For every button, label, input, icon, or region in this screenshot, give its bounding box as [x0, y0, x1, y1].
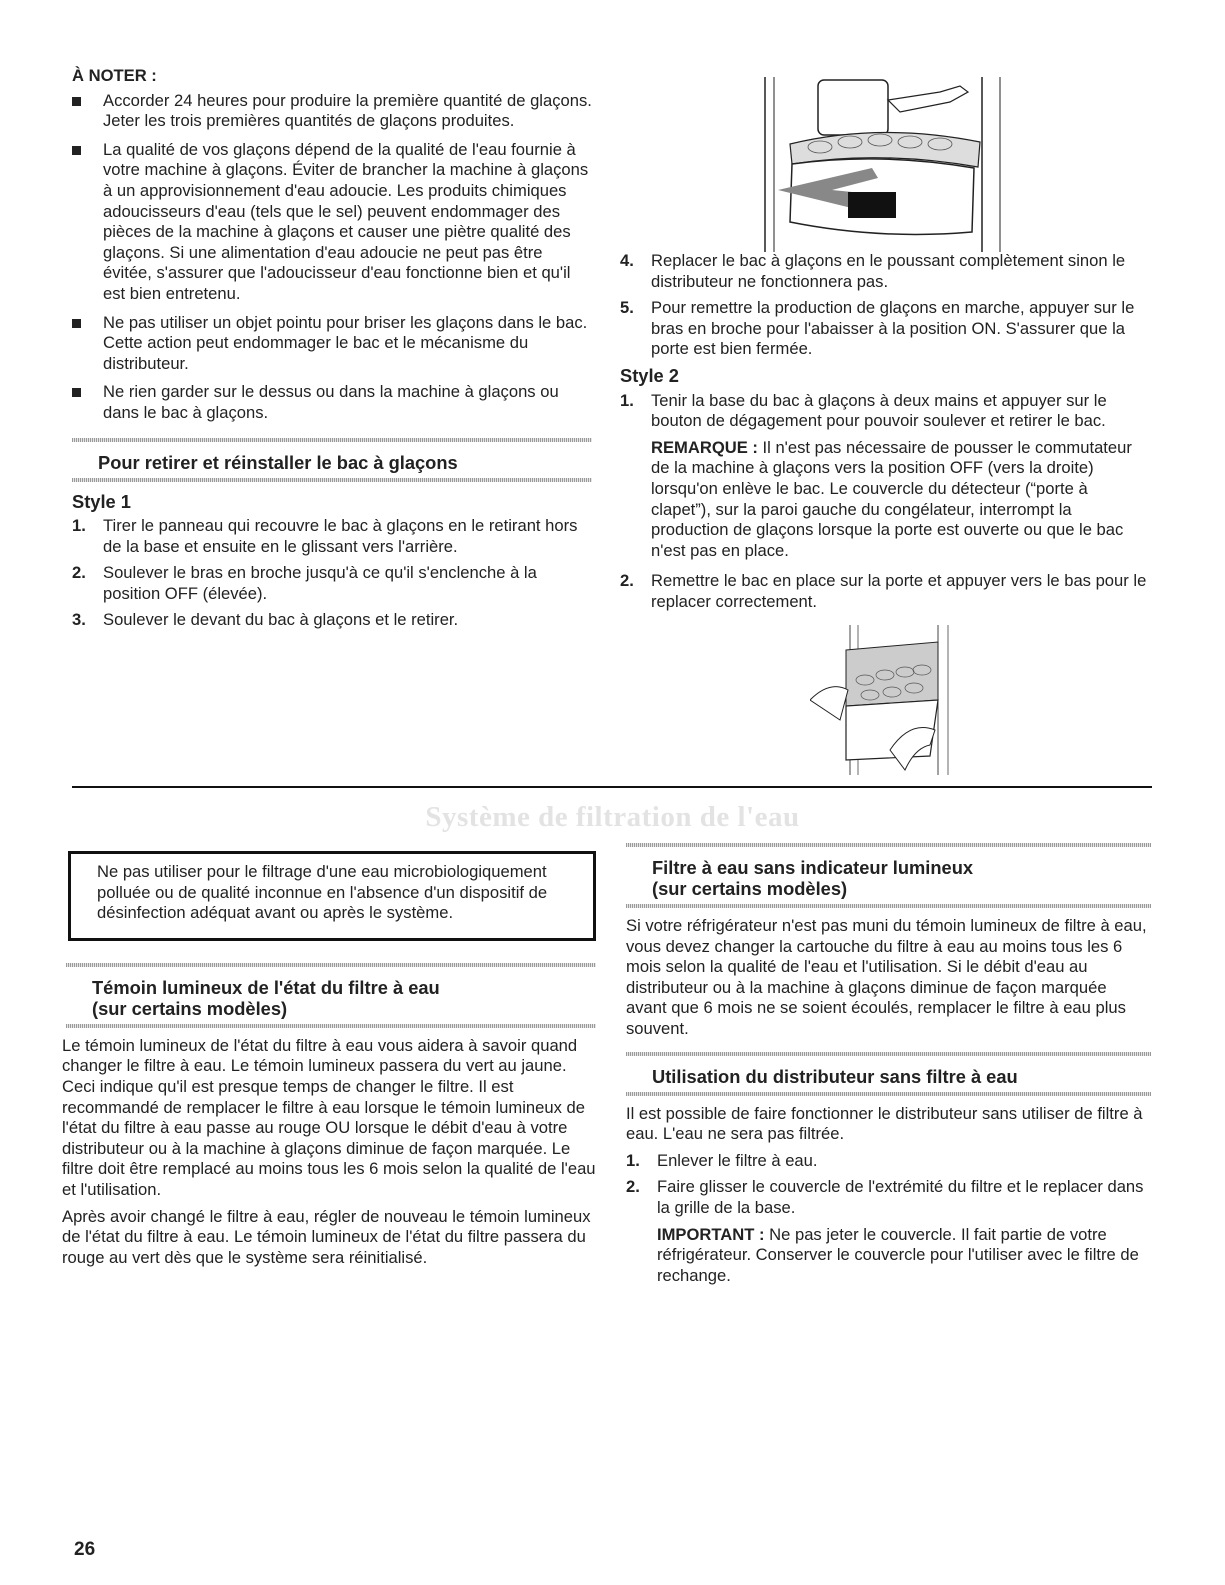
- step-item: 2. Soulever le bras en broche jusqu'à ce qu'il s'enclenche à la position OFF (élevée).: [72, 563, 537, 603]
- section-heading-remove-bin: Pour retirer et réinstaller le bac à glaçons: [72, 438, 592, 482]
- right-column-bottom: [626, 843, 1151, 1292]
- step-item: 3. Soulever le devant du bac à glaçons et le retirer.: [72, 610, 459, 630]
- note-item: Ne rien garder sur le dessus ou dans la machine à glaçons ou dans le bac à glaçons.: [72, 382, 592, 423]
- step-item: 4. Replacer le bac à glaçons en le poussant complètement sinon le distributeur ne fonctionnera pas.: [620, 251, 1126, 291]
- step-item: 1. Enlever le filtre à eau.: [626, 1150, 818, 1170]
- filtration-title: Système de filtration de l'eau: [425, 801, 800, 833]
- note-item: Ne pas utiliser un objet pointu pour briser les glaçons dans le bac. Cette action peut endommager le bac et le mécanisme du distributeur.: [72, 313, 592, 375]
- step-item: 2. Remettre le bac en place sur la porte et appuyer vers le bas pour le replacer correctement.: [620, 571, 1147, 611]
- style2-steps: [620, 391, 1150, 613]
- style1-steps: [72, 516, 592, 631]
- section-heading-no-indicator: Filtre à eau sans indicateur lumineux (sur certains modèles): [626, 843, 1151, 908]
- no-filter-paragraph: Il est possible de faire fonctionner le distributeur sans utiliser de filtre à eau. L'eau ne sera pas filtrée.: [626, 1103, 1143, 1144]
- section-divider: [72, 786, 1152, 788]
- note-list: [72, 91, 592, 424]
- page-number: 26: [74, 1539, 96, 1560]
- left-column-bottom: [62, 851, 596, 1274]
- step-item: 5. Pour remettre la production de glaçons en marche, appuyer sur le bras en broche pour l'abaisser à la position ON. S'assurer que la porte est bien fermée.: [620, 298, 1135, 359]
- note-item: Accorder 24 heures pour produire la première quantité de glaçons. Jeter les trois premières quantités de glaçons produites.: [72, 91, 592, 132]
- remark-paragraph: REMARQUE : Il n'est pas nécessaire de pousser le commutateur de la machine à glaçons vers la position OFF (vers la droite) lorsqu'on enlève le bac. Le couvercle du détecteur (“porte à clapet”), sur la paroi gauche du congélateur, interrompt la production de glaçons lorsque la porte est ouverte ou que le bac n'est pas en place.: [651, 437, 1132, 560]
- style1-title: Style 1: [72, 490, 131, 512]
- right-column-top: [620, 251, 1150, 619]
- step-item: 1. Tenir la base du bac à glaçons à deux mains et appuyer sur le bouton de dégagement pour pouvoir soulever et retirer le bac. REMARQUE : Il n'est pas nécessaire de pousser le commutateur de la machine à glaçons vers la position OFF (vers la droite) lorsqu'on enlève le bac. Le couvercle du détecteur (“porte à clapet”), sur la paroi gauche du congélateur, interrompt la production de glaçons lorsque la porte est ouverte ou que le bac n'est pas en place.: [620, 391, 1150, 562]
- style2-title: Style 2: [620, 364, 679, 386]
- important-paragraph: IMPORTANT : Ne pas jeter le couvercle. Il fait partie de votre réfrigérateur. Conserver le couvercle pour l'utiliser avec le filtre de rechange.: [657, 1224, 1139, 1285]
- step-item: 2. Faire glisser le couvercle de l'extrémité du filtre et le replacer dans la grille de la base. IMPORTANT : Ne pas jeter le couvercle. Il fait partie de votre réfrigérateur. Conserver le couvercle pour l'utiliser avec le filtre de rechange.: [626, 1177, 1151, 1286]
- style1-steps-continued: [620, 251, 1150, 360]
- no-filter-steps: [626, 1151, 1151, 1287]
- indicator-paragraph: Le témoin lumineux de l'état du filtre à eau vous aidera à savoir quand changer le filtre à eau. Le témoin lumineux passera du vert au jaune. Ceci indique qu'il est presque temps de changer le filtre. Il est recommandé de remplacer le filtre à eau lorsque le témoin lumineux de l'état du filtre à eau passe au rouge OU lorsque le débit d'eau à votre distributeur ou à la machine à glaçons diminue de façon marquée. Le filtre doit être remplacé au moins tous les 6 mois selon la qualité de l'eau et l'utilisation.: [62, 1035, 596, 1199]
- note-label: À NOTER :: [72, 66, 157, 85]
- indicator-reset-paragraph: Après avoir changé le filtre à eau, régler de nouveau le témoin lumineux de l'état du filtre à eau. Le témoin lumineux de l'état du filtre passera du rouge au vert dès que le système sera réinitialisé.: [62, 1206, 591, 1267]
- hands-bin-illustration: [810, 620, 970, 780]
- left-column-top: [72, 66, 592, 637]
- warning-box: Ne pas utiliser pour le filtrage d'une eau microbiologiquement polluée ou de qualité inconnue en l'absence d'un dispositif de désinfection adéquat avant ou après le système.: [68, 851, 596, 941]
- section-heading-indicator: Témoin lumineux de l'état du filtre à eau (sur certains modèles): [66, 963, 596, 1028]
- step-item: 1. Tirer le panneau qui recouvre le bac à glaçons en le retirant hors de la base et ensuite en le glissant vers l'arrière.: [72, 516, 578, 556]
- ice-bin-illustration: [760, 72, 1010, 257]
- section-heading-no-filter: Utilisation du distributeur sans filtre à eau: [626, 1052, 1151, 1096]
- note-item: La qualité de vos glaçons dépend de la qualité de l'eau fournie à votre machine à glaçons. Éviter de brancher la machine à glaçons à un approvisionnement d'eau adoucie. Les produits chimiques adoucisseurs d'eau (tels que le sel) peuvent endommager des pièces de la machine à glaçons et causer une piètre qualité des glaçons. Si une alimentation d'eau adoucie ne peut pas être évitée, s'assurer que l'adoucisseur d'eau fonctionne bien et qu'il est bien entretenu.: [72, 140, 592, 305]
- no-indicator-paragraph: Si votre réfrigérateur n'est pas muni du témoin lumineux de filtre à eau, vous devez changer la cartouche du filtre à eau au moins tous les 6 mois selon la qualité de l'eau et l'utilisation. Si le débit d'eau au distributeur ou à la machine à glaçons diminue de façon marquée avant que 6 mois ne se soient écoulés, remplacer le filtre à eau plus souvent.: [626, 916, 1147, 1038]
